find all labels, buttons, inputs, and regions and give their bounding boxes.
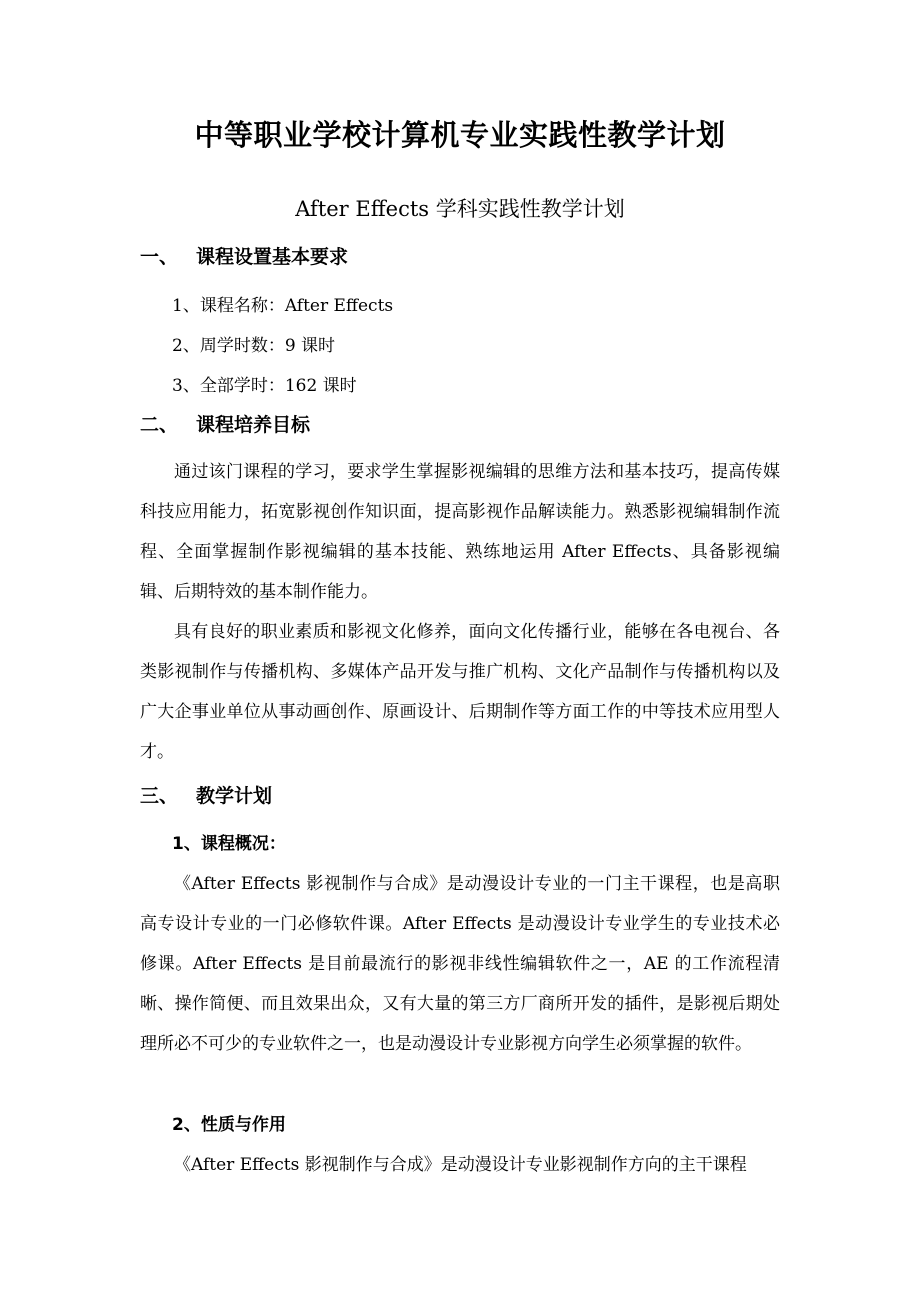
section-heading-2 (140, 410, 310, 440)
list-item: 1、课程名称：After Effects (172, 296, 394, 316)
section-number: 二、 (140, 414, 179, 436)
body-paragraph: 《After Effects 影视制作与合成》是动漫设计专业的一门主干课程，也是高职高专设计专业的一门必修软件课。After Effects 是动漫设计专业学生的专业技术必修课。After Effects 是目前最流行的影视非线性编辑软件之一，AE 的工作流程清晰、操作简便、而且效果出众，又有大量的第三方厂商所开发的插件，是影视后期处理所必不可少的专业软件之一，也是动漫设计专业影视方向学生必须掌握的软件。 (140, 874, 780, 1054)
body-paragraph: 具有良好的职业素质和影视文化修养，面向文化传播行业，能够在各电视台、各类影视制作与传播机构、多媒体产品开发与推广机构、文化产品制作与传播机构以及广大企事业单位从事动画创作、原画设计、后期制作等方面工作的中等技术应用型人才。 (140, 622, 780, 762)
body-paragraph: 通过该门课程的学习，要求学生掌握影视编辑的思维方法和基本技巧，提高传媒科技应用能力，拓宽影视创作知识面，提高影视作品解读能力。熟悉影视编辑制作流程、全面掌握制作影视编辑的基本技能、熟练地运用 After Effects、具备影视编辑、后期特效的基本制作能力。 (140, 462, 780, 602)
section-number: 一、 (140, 246, 179, 268)
section-heading-1 (140, 242, 348, 272)
list-item: 2、周学时数：9 课时 (172, 336, 336, 356)
section-number: 三、 (140, 785, 179, 807)
document-subtitle: After Effects 学科实践性教学计划 (295, 197, 625, 221)
subsection-heading: 1、课程概况： (172, 834, 286, 854)
section-title: 课程培养目标 (196, 414, 311, 436)
section-heading-3 (140, 781, 272, 811)
document-title: 中等职业学校计算机专业实践性教学计划 (194, 118, 726, 152)
list-item: 3、全部学时：162 课时 (172, 376, 357, 396)
subsection-heading: 2、性质与作用 (172, 1115, 286, 1135)
body-paragraph: 《After Effects 影视制作与合成》是动漫设计专业影视制作方向的主干课程 (174, 1155, 747, 1175)
section-title: 课程设置基本要求 (196, 246, 349, 268)
section-title: 教学计划 (196, 785, 273, 807)
